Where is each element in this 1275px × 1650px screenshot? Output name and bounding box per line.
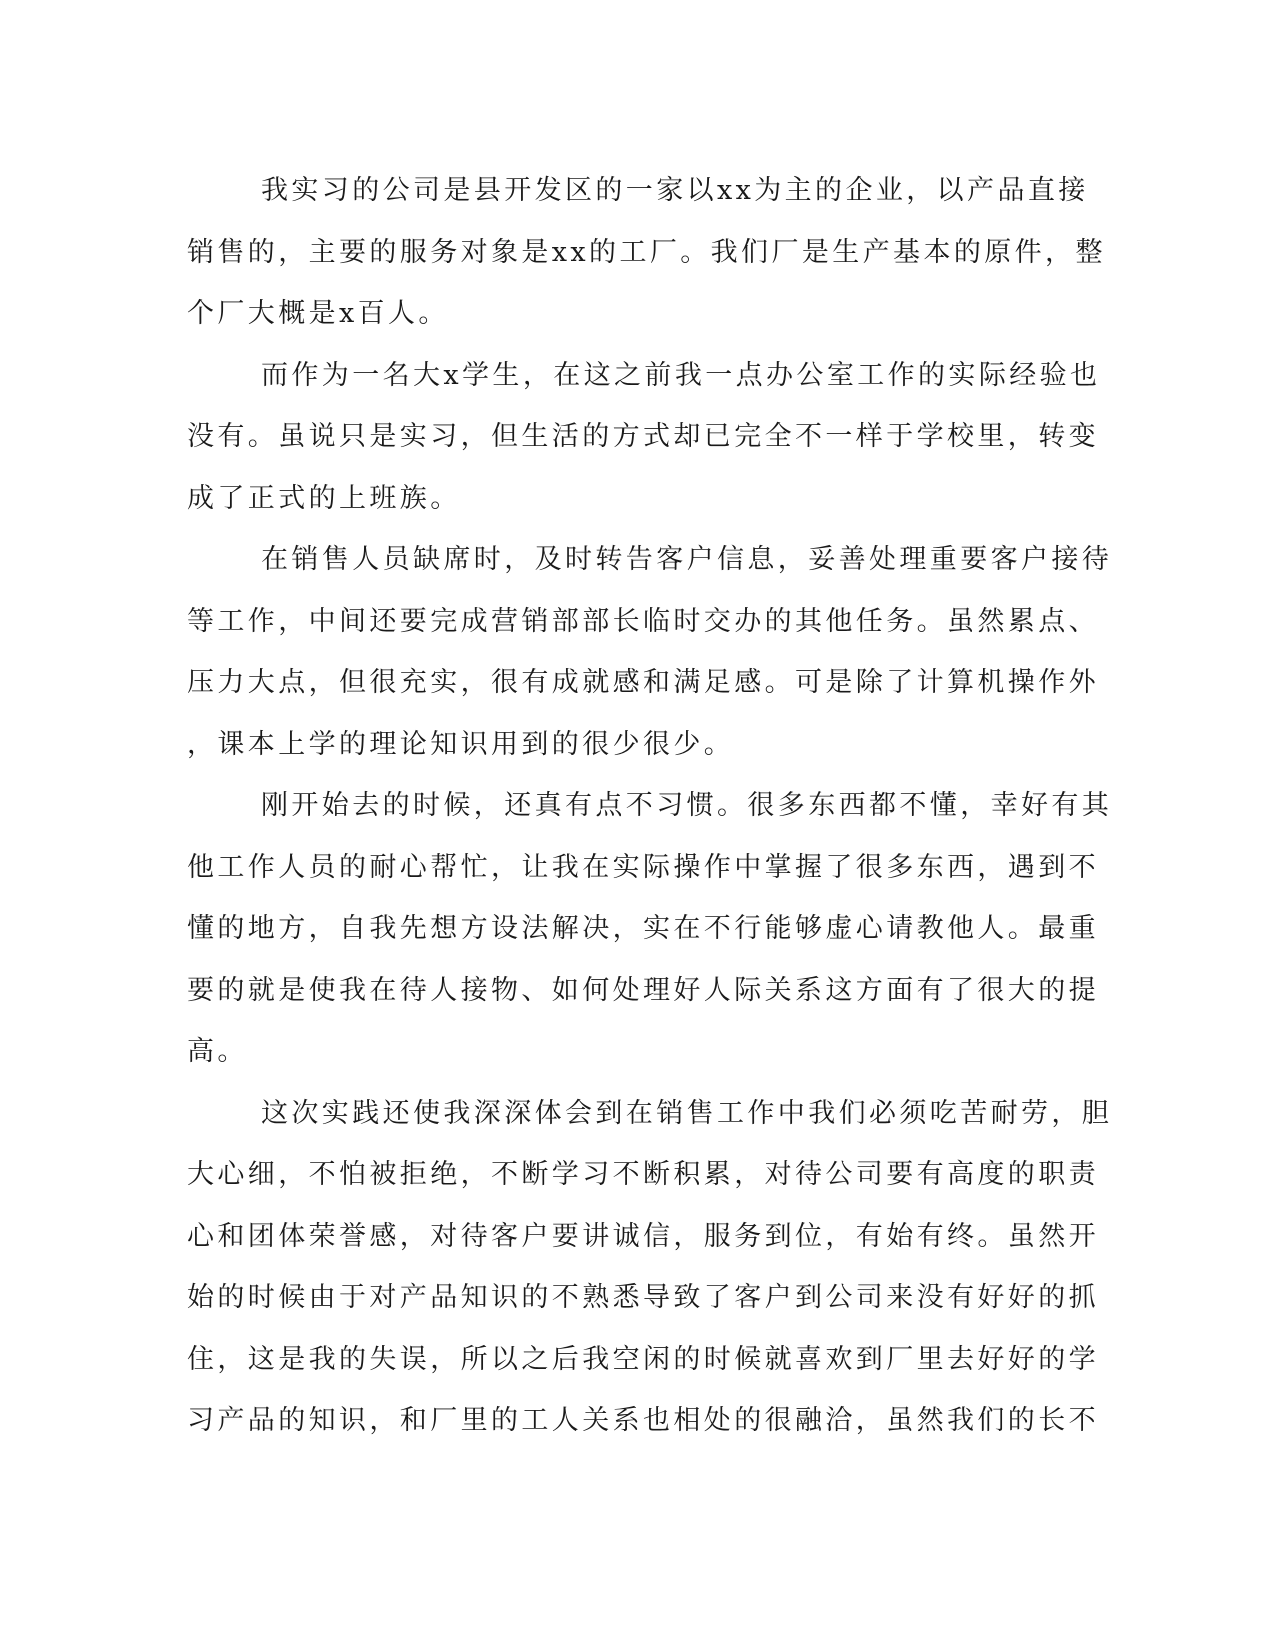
paragraph-line: 压力大点，但很充实，很有成就感和满足感。可是除了计算机操作外 bbox=[187, 667, 1099, 698]
paragraph-line: 要的就是使我在待人接物、如何处理好人际关系这方面有了很大的提 bbox=[187, 974, 1099, 1006]
paragraph-line: ，课本上学的理论知识用到的很少很少。 bbox=[187, 728, 735, 760]
paragraph-5 bbox=[187, 1083, 1113, 1452]
paragraph-4 bbox=[187, 775, 1113, 1083]
paragraph-line: 大心细，不怕被拒绝，不断学习不断积累，对待公司要有高度的职责 bbox=[187, 1159, 1099, 1190]
paragraph-line: 销售的，主要的服务对象是xx的工厂。我们厂是生产基本的原件，整 bbox=[187, 236, 1106, 268]
paragraph-line: 没有。虽说只是实习，但生活的方式却已完全不一样于学校里，转变 bbox=[187, 421, 1099, 452]
paragraph-line: 懂的地方，自我先想方设法解决，实在不行能够虚心请教他人。最重 bbox=[187, 913, 1099, 944]
paragraph-line: 刚开始去的时候，还真有点不习惯。很多东西都不懂，幸好有其 bbox=[261, 790, 1113, 821]
paragraph-line: 心和团体荣誉感，对待客户要讲诚信，服务到位，有始有终。虽然开 bbox=[187, 1220, 1099, 1252]
paragraph-3 bbox=[187, 529, 1113, 775]
paragraph-line: 始的时候由于对产品知识的不熟悉导致了客户到公司来没有好好的抓 bbox=[187, 1282, 1099, 1313]
paragraph-line: 习产品的知识，和厂里的工人关系也相处的很融洽，虽然我们的长不 bbox=[187, 1405, 1099, 1436]
paragraph-line: 这次实践还使我深深体会到在销售工作中我们必须吃苦耐劳，胆 bbox=[261, 1097, 1113, 1129]
document-body bbox=[187, 160, 1113, 1452]
paragraph-line: 而作为一名大x学生，在这之前我一点办公室工作的实际经验也 bbox=[261, 359, 1101, 391]
paragraph-line: 他工作人员的耐心帮忙，让我在实际操作中掌握了很多东西，遇到不 bbox=[187, 851, 1099, 883]
paragraph-line: 等工作，中间还要完成营销部部长临时交办的其他任务。虽然累点、 bbox=[187, 605, 1099, 637]
paragraph-line: 我实习的公司是县开发区的一家以xx为主的企业，以产品直接 bbox=[261, 175, 1089, 206]
paragraph-line: 个厂大概是x百人。 bbox=[187, 298, 449, 329]
paragraph-line: 在销售人员缺席时，及时转告客户信息，妥善处理重要客户接待 bbox=[261, 544, 1113, 575]
paragraph-line: 住，这是我的失误，所以之后我空闲的时候就喜欢到厂里去好好的学 bbox=[187, 1343, 1099, 1375]
paragraph-1 bbox=[187, 160, 1106, 345]
paragraph-line: 成了正式的上班族。 bbox=[187, 482, 461, 514]
paragraph-2 bbox=[187, 345, 1101, 530]
paragraph-line: 高。 bbox=[187, 1036, 248, 1067]
